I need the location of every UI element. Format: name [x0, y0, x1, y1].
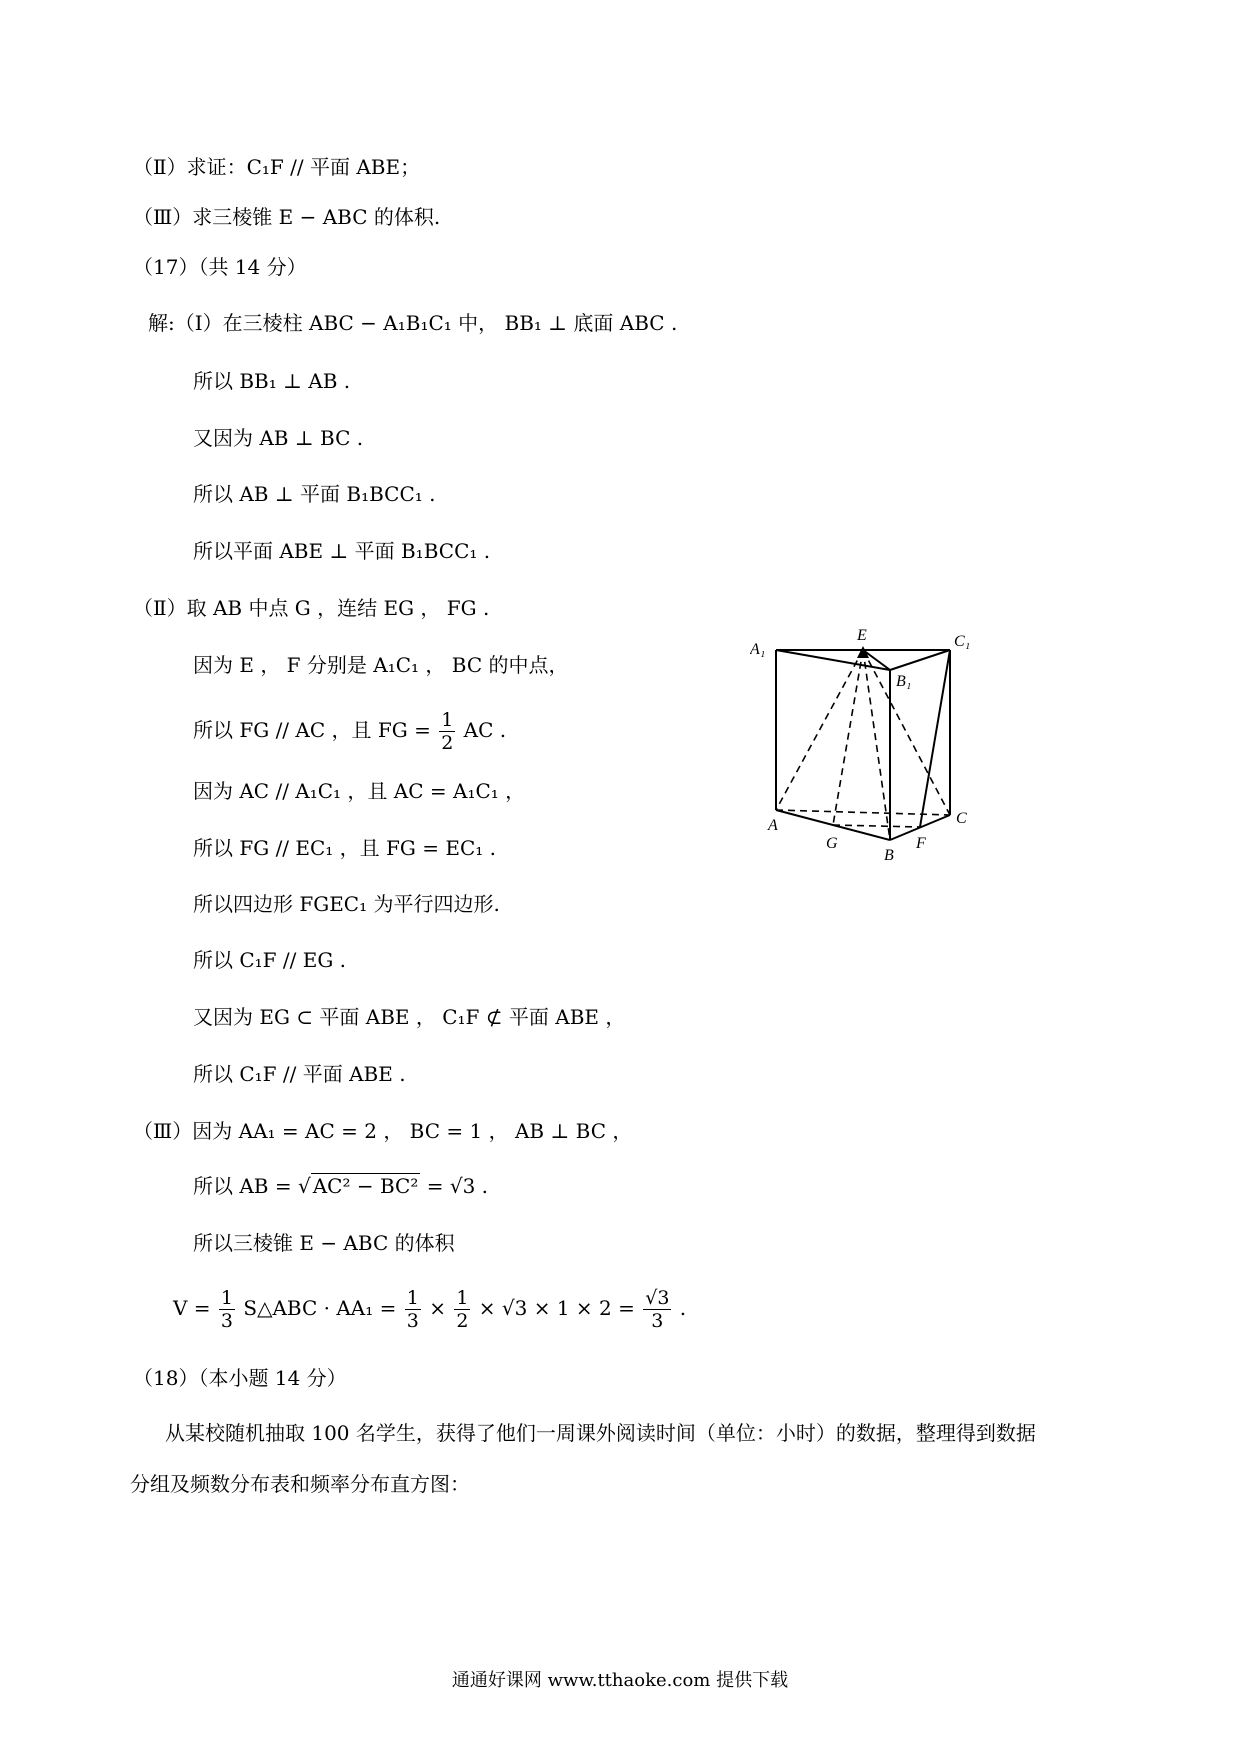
edge-e-a	[776, 650, 863, 810]
solution-line-1: 解:（Ⅰ）在三棱柱 ABC − A₁B₁C₁ 中， BB₁ ⊥ 底面 ABC .	[148, 311, 678, 335]
edge-e-b	[863, 650, 890, 840]
fraction-denominator: 2	[456, 1310, 469, 1332]
solution-line-10: 所以 FG // EC₁ ，且 FG = EC₁ .	[193, 836, 496, 860]
label-f: F	[916, 835, 926, 852]
solution-line-9: 因为 AC // A₁C₁ ，且 AC = A₁C₁ ，	[193, 779, 526, 803]
label-g: G	[826, 835, 838, 852]
fraction-one-half-b	[454, 1287, 470, 1332]
solution-line-8-start: 所以 FG // AC ，且 FG =	[193, 718, 431, 742]
solution-line-16-start: 所以 AB =	[193, 1174, 292, 1198]
problem-17-header: （17）（共 14 分）	[133, 255, 307, 279]
fraction-denominator: 3	[220, 1310, 234, 1332]
fraction-numerator: 1	[441, 709, 454, 731]
solution-line-12: 所以 C₁F // EG .	[193, 948, 347, 972]
volume-formula-part-3: ×	[429, 1296, 446, 1320]
label-e: E	[857, 627, 867, 644]
prism-hidden-edges	[776, 650, 950, 840]
square-root-expression: √ AC² − BC²	[297, 1174, 419, 1198]
problem-18-text-line-1: 从某校随机抽取 100 名学生，获得了他们一周课外阅读时间（单位：小时）的数据，整理得到数据	[165, 1421, 1036, 1445]
question-3: （Ⅲ）求三棱锥 E − ABC 的体积.	[133, 205, 441, 229]
problem-18-header: （18）（本小题 14 分）	[133, 1366, 347, 1390]
solution-line-8-end: AC .	[463, 718, 507, 742]
solution-line-14: 所以 C₁F // 平面 ABE .	[193, 1062, 406, 1086]
solution-line-3: 又因为 AB ⊥ BC .	[193, 426, 364, 450]
page-footer: 通通好课网 www.tthaoke.com 提供下载	[451, 1670, 789, 1691]
fraction-root3-over-3	[643, 1287, 671, 1332]
edge-a-c	[776, 810, 950, 815]
solution-line-5: 所以平面 ABE ⊥ 平面 B₁BCC₁ .	[193, 539, 491, 563]
label-b1: B₁	[896, 673, 912, 690]
edge-c1-f	[920, 650, 950, 827]
edge-a1-b1	[776, 650, 890, 670]
volume-formula-part-1: V =	[173, 1296, 211, 1320]
solution-line-13: 又因为 EG ⊂ 平面 ABE ， C₁F ⊄ 平面 ABE ，	[193, 1005, 626, 1029]
solution-line-4: 所以 AB ⊥ 平面 B₁BCC₁ .	[193, 482, 436, 506]
radicand: AC² − BC²	[312, 1174, 419, 1198]
solution-line-6: （Ⅱ）取 AB 中点 G ，连结 EG ， FG .	[133, 596, 490, 620]
fraction-one-third-a	[219, 1287, 235, 1332]
solution-line-7: 因为 E ， F 分别是 A₁C₁ ， BC 的中点，	[193, 653, 569, 677]
edge-g-f	[833, 825, 920, 827]
label-b: B	[884, 847, 894, 864]
question-2: （Ⅱ）求证：C₁F // 平面 ABE；	[133, 155, 421, 179]
volume-formula-part-2: S△ABC · AA₁ =	[243, 1296, 397, 1320]
fraction-one-third-b	[405, 1287, 421, 1332]
solution-line-8	[193, 705, 506, 755]
fraction-numerator: 1	[220, 1287, 234, 1309]
volume-formula	[173, 1283, 686, 1333]
label-c1: C₁	[954, 633, 971, 650]
fraction-numerator: 1	[456, 1287, 469, 1309]
fraction-numerator: 1	[406, 1287, 419, 1309]
solution-line-16	[193, 1172, 488, 1200]
fraction-one-half	[439, 709, 455, 754]
volume-formula-part-4: × √3 × 1 × 2 =	[478, 1296, 635, 1320]
fraction-denominator: 3	[406, 1310, 419, 1332]
edge-c1-b1	[890, 650, 950, 670]
solution-line-15: （Ⅲ）因为 AA₁ = AC = 2 ， BC = 1 ， AB ⊥ BC ，	[133, 1119, 633, 1143]
label-c: C	[956, 810, 967, 827]
solution-line-11: 所以四边形 FGEC₁ 为平行四边形.	[193, 892, 500, 916]
fraction-denominator: 3	[651, 1310, 664, 1332]
prism-figure	[750, 620, 990, 880]
fraction-denominator: 2	[441, 732, 454, 754]
label-a1: A₁	[750, 641, 766, 658]
volume-formula-part-5: .	[679, 1296, 687, 1320]
label-a: A	[768, 817, 778, 834]
solution-line-2: 所以 BB₁ ⊥ AB .	[193, 369, 351, 393]
solution-line-17: 所以三棱锥 E − ABC 的体积	[193, 1231, 455, 1255]
fraction-numerator: √3	[645, 1287, 670, 1309]
solution-line-16-end: = √3 .	[426, 1174, 489, 1198]
problem-18-text-line-2: 分组及频数分布表和频率分布直方图：	[130, 1472, 470, 1496]
